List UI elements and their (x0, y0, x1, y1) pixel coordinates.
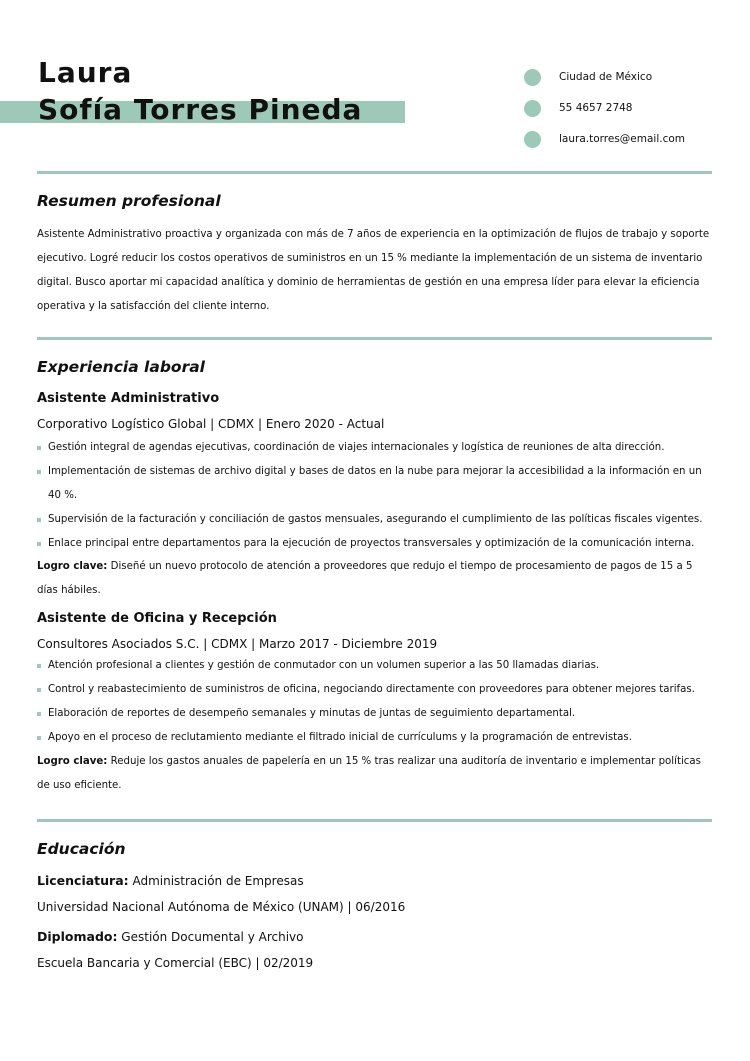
key-achievement (37, 555, 713, 603)
experience-heading: Experiencia laboral (37, 358, 205, 376)
summary-text: Asistente Administrativo proactiva y organizada con más de 7 años de experiencia en la optimización de flujos de trabajo y soporte ejecutivo. Logré reducir los costos operativos de suministros en un 15 % mediante la implementación de un sistema de inventario digital. Busco aportar mi capacidad analítica y dominio de herramientas de gestión en una empresa líder para elevar la eficiencia operativa y la satisfacción del cliente interno. (37, 229, 710, 312)
degree-label: Diplomado: (37, 929, 118, 944)
bullet-square-icon (37, 712, 41, 716)
achievement-label: Logro clave: (37, 756, 108, 767)
bullet-square-icon (37, 736, 41, 740)
list-item: Enlace principal entre departamentos para la ejecución de proyectos transversales y optimización de la comunicación interna. (37, 532, 713, 556)
list-item: Apoyo en el proceso de reclutamiento mediante el filtrado inicial de currículums y la programación de entrevistas. (37, 726, 713, 750)
list-item: Atención profesional a clientes y gestión de conmutador con un volumen superior a las 50 llamadas diarias. (37, 654, 713, 678)
degree-label: Licenciatura: (37, 873, 129, 888)
education-degree (37, 928, 303, 946)
list-item: Supervisión de la facturación y conciliación de gastos mensuales, asegurando el cumplimiento de las políticas fiscales vigentes. (37, 508, 713, 532)
location-icon (524, 69, 541, 86)
section-divider (37, 171, 712, 174)
list-item: Control y reabastecimiento de suministros de oficina, negociando directamente con proveedores para obtener mejores tarifas. (37, 678, 713, 702)
contact-email (524, 130, 724, 161)
achievement-text: Diseñé un nuevo protocolo de atención a proveedores que redujo el tiempo de procesamiento de pagos de 15 a 5 días hábiles. (37, 561, 693, 596)
summary-heading: Resumen profesional (37, 192, 221, 210)
bullet-square-icon (37, 446, 41, 450)
education-degree (37, 872, 304, 890)
email-icon (524, 131, 541, 148)
bullet-square-icon (37, 470, 41, 474)
contact-location (524, 68, 724, 99)
job-meta: Corporativo Logístico Global | CDMX | Enero 2020 - Actual (37, 417, 385, 431)
first-name: Laura (38, 56, 133, 89)
bullet-square-icon (37, 688, 41, 692)
education-heading: Educación (37, 840, 126, 858)
bullet-square-icon (37, 542, 41, 546)
education-institution: Universidad Nacional Autónoma de México (UNAM) | 06/2016 (37, 900, 406, 914)
list-item: Gestión integral de agendas ejecutivas, coordinación de viajes internacionales y logística de reuniones de alta dirección. (37, 436, 713, 460)
degree-text: Gestión Documental y Archivo (117, 930, 304, 944)
job-title: Asistente de Oficina y Recepción (37, 611, 277, 626)
education-institution: Escuela Bancaria y Comercial (EBC) | 02/2019 (37, 956, 314, 970)
job-meta: Consultores Asociados S.C. | CDMX | Marzo 2017 - Diciembre 2019 (37, 637, 438, 651)
phone-icon (524, 100, 541, 117)
key-achievement (37, 750, 713, 798)
contact-phone-text: 55 4657 2748 (559, 102, 633, 114)
contact-email-text[interactable]: laura.torres@email.com (559, 133, 686, 145)
job-bullets (37, 654, 713, 750)
job-title: Asistente Administrativo (37, 391, 220, 406)
section-divider (37, 337, 712, 340)
contact-list (524, 68, 724, 161)
achievement-text: Reduje los gastos anuales de papelería en un 15 % tras realizar una auditoría de inventario e implementar políticas de uso eficiente. (37, 756, 701, 791)
list-item: Implementación de sistemas de archivo digital y bases de datos en la nube para mejorar la accesibilidad a la información en un 40 %. (37, 460, 713, 508)
job-bullets (37, 436, 713, 556)
achievement-label: Logro clave: (37, 561, 108, 572)
list-item: Elaboración de reportes de desempeño semanales y minutas de juntas de seguimiento departamental. (37, 702, 713, 726)
degree-text: Administración de Empresas (128, 874, 304, 888)
bullet-square-icon (37, 664, 41, 668)
section-divider (37, 819, 712, 822)
contact-location-text: Ciudad de México (559, 71, 653, 83)
name-header (0, 56, 420, 136)
last-name: Sofía Torres Pineda (38, 93, 363, 126)
bullet-square-icon (37, 518, 41, 522)
contact-phone (524, 99, 724, 130)
